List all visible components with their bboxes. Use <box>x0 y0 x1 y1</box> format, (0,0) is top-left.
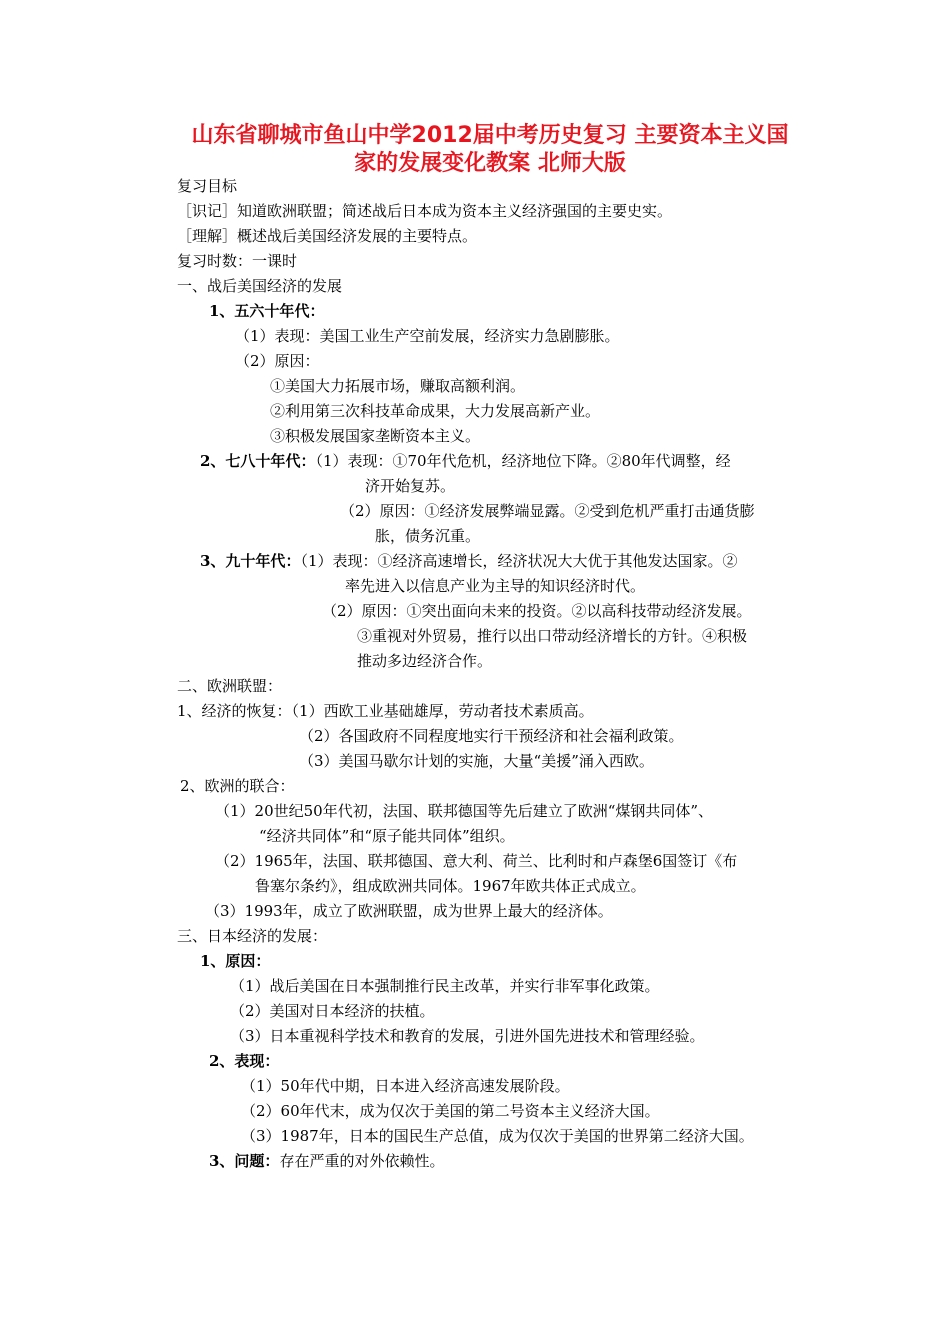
text-line: ③积极发展国家垄断资本主义。 <box>270 427 481 445</box>
text-line: 鲁塞尔条约》，组成欧洲共同体。1967年欧共体正式成立。 <box>255 877 646 895</box>
text-line: 推动多边经济合作。 <box>357 652 493 670</box>
section-heading: 三、日本经济的发展： <box>177 927 328 945</box>
sub-heading: 2、表现： <box>209 1052 280 1070</box>
sub-heading: 3、问题： <box>209 1152 280 1170</box>
text-line: （3）1993年，成立了欧洲联盟，成为世界上最大的经济体。 <box>205 902 613 920</box>
document-title <box>150 122 830 178</box>
text-line: （2）原因： <box>235 352 320 370</box>
text-line: 济开始复苏。 <box>365 477 456 495</box>
section-heading: 一、战后美国经济的发展 <box>177 277 343 295</box>
section-heading: 二、欧洲联盟： <box>177 677 283 695</box>
text-line: 2、欧洲的联合： <box>180 777 295 795</box>
text-line: （2）原因：①突出面向未来的投资。②以高科技带动经济发展。 <box>322 602 752 620</box>
line-text: （1）表现：①经济高速增长，经济状况大大优于其他发达国家。② <box>300 552 738 570</box>
text-line: ①美国大力拓展市场，赚取高额利润。 <box>270 377 526 395</box>
sub-heading: 1、原因： <box>200 952 271 970</box>
text-line: （2）1965年，法国、联邦德国、意大利、荷兰、比利时和卢森堡6国签订《布 <box>215 852 738 870</box>
text-line: 复习时数：一课时 <box>177 252 298 270</box>
line-text: （1）表现：①70年代危机，经济地位下降。②80年代调整，经 <box>315 452 731 470</box>
text-line: ③重视对外贸易，推行以出口带动经济增长的方针。④积极 <box>357 627 748 645</box>
line-text: 存在严重的对外依赖性。 <box>279 1152 445 1170</box>
text-line <box>200 449 731 473</box>
title-line-1: 山东省聊城市鱼山中学2012届中考历史复习 主要资本主义国 <box>191 123 789 148</box>
text-line: （1）战后美国在日本强制推行民主改革，并实行非军事化政策。 <box>230 977 660 995</box>
text-line: （1）表现：美国工业生产空前发展，经济实力急剧膨胀。 <box>235 327 620 345</box>
text-line <box>209 1149 444 1173</box>
text-line: （2）美国对日本经济的扶植。 <box>230 1002 435 1020</box>
sub-heading: 2、七八十年代： <box>200 452 316 470</box>
sub-heading: 3、九十年代： <box>200 552 301 570</box>
text-line: 率先进入以信息产业为主导的知识经济时代。 <box>345 577 646 595</box>
text-line: （2）原因：①经济发展弊端显露。②受到危机严重打击通货膨 <box>340 502 755 520</box>
text-line: 1、经济的恢复：（1）西欧工业基础雄厚，劳动者技术素质高。 <box>177 702 594 720</box>
text-line: “经济共同体”和“原子能共同体”组织。 <box>259 827 515 845</box>
text-line: （2）各国政府不同程度地实行干预经济和社会福利政策。 <box>299 727 684 745</box>
sub-heading: 1、五六十年代： <box>209 302 325 320</box>
text-line: （2）60年代末，成为仅次于美国的第二号资本主义经济大国。 <box>241 1102 660 1120</box>
text-line: （1）50年代中期，日本进入经济高速发展阶段。 <box>241 1077 570 1095</box>
title-line-2: 家的发展变化教案 北师大版 <box>354 151 626 176</box>
text-line: ［识记］知道欧洲联盟；简述战后日本成为资本主义经济强国的主要史实。 <box>177 202 673 220</box>
text-line: （3）1987年，日本的国民生产总值，成为仅次于美国的世界第二经济大国。 <box>241 1127 754 1145</box>
text-line: 复习目标 <box>177 177 238 195</box>
text-line: （3）美国马歇尔计划的实施，大量“美援”涌入西欧。 <box>299 752 654 770</box>
text-line: 胀，债务沉重。 <box>375 527 481 545</box>
text-line: （3）日本重视科学技术和教育的发展，引进外国先进技术和管理经验。 <box>230 1027 705 1045</box>
text-line: ②利用第三次科技革命成果，大力发展高新产业。 <box>270 402 601 420</box>
text-line <box>200 549 738 573</box>
text-line: ［理解］概述战后美国经济发展的主要特点。 <box>177 227 478 245</box>
text-line: （1）20世纪50年代初，法国、联邦德国等先后建立了欧洲“煤钢共同体”、 <box>215 802 714 820</box>
